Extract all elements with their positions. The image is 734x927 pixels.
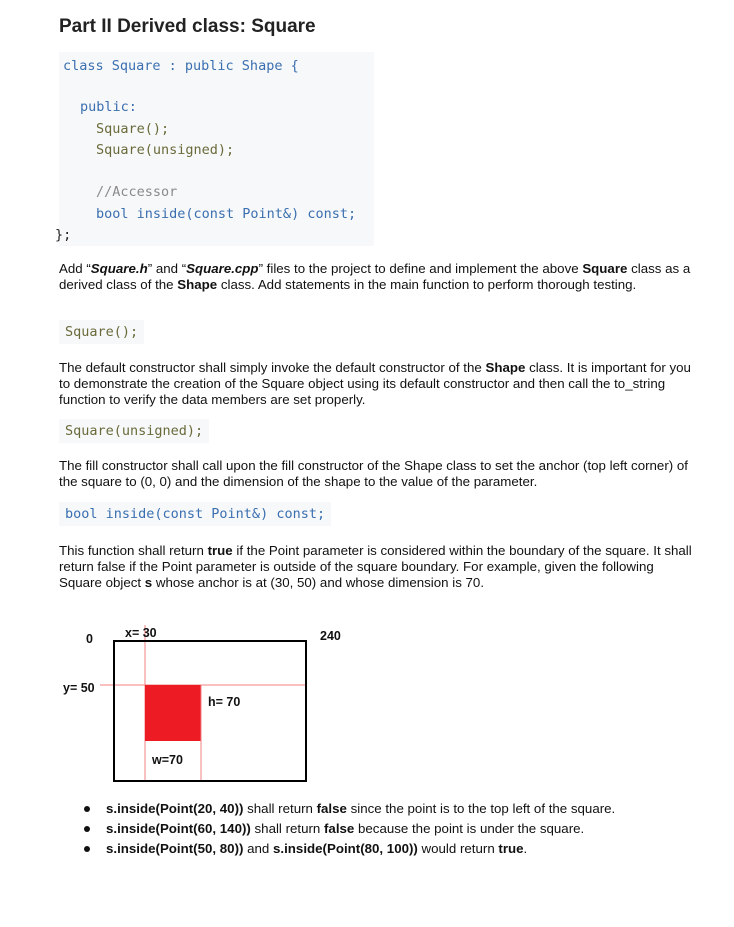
snippet-default-ctor: Square();	[59, 320, 144, 344]
fill-ctor-description: The fill constructor shall call upon the fill constructor of the Shape class to set the anchor (top left corner) of the square to (0, 0) and the dimension of the shape to the value of the parameter.	[59, 458, 688, 489]
list-item: s.inside(Point(60, 140)) shall return false because the point is under the square.	[84, 819, 615, 839]
bullet-dot	[84, 826, 90, 832]
bullet-dot	[84, 846, 90, 852]
code-line-default-ctor: Square();	[96, 121, 170, 137]
canvas-boundary	[114, 641, 306, 781]
y-anchor-label: y= 50	[63, 681, 95, 695]
list-item: s.inside(Point(20, 40)) shall return false since the point is to the top left of the square.	[84, 799, 615, 819]
width-label: w=70	[152, 753, 183, 767]
inside-description: This function shall return true if the Point parameter is considered within the boundary of the square. It shall return false if the Point parameter is outside of the square boundary. For example, given the following Square object s whose anchor is at (30, 50) and whose dimension is 70.	[59, 543, 692, 590]
examples-list	[84, 799, 615, 859]
code-line-close: };	[55, 227, 72, 243]
height-label: h= 70	[208, 695, 241, 709]
code-line-comment: //Accessor	[96, 184, 178, 200]
default-ctor-description: The default constructor shall simply invoke the default constructor of the Shape class. It is important for you to demonstrate the creation of the Square object using its default constructor and then call the to_string function to verify the data members are set properly.	[59, 360, 691, 407]
code-line-class-decl: class Square : public Shape {	[63, 58, 299, 74]
code-line-public: public:	[80, 99, 137, 115]
square-shape	[145, 685, 201, 741]
origin-label: 0	[86, 632, 93, 646]
page-title: Part II Derived class: Square	[59, 16, 316, 37]
max-width-label: 240	[320, 629, 341, 643]
code-line-fill-ctor: Square(unsigned);	[96, 142, 235, 158]
bullet-dot	[84, 806, 90, 812]
code-block	[55, 52, 374, 246]
snippet-inside: bool inside(const Point&) const;	[59, 502, 331, 526]
x-anchor-label: x= 30	[125, 626, 157, 640]
intro-paragraph: Add “Square.h” and “Square.cpp” files to the project to define and implement the above Square class as a derived class of the Shape class. Add statements in the main function to perform thorough testing.	[59, 261, 691, 292]
code-line-inside: bool inside(const Point&) const;	[96, 206, 357, 222]
list-item: s.inside(Point(50, 80)) and s.inside(Point(80, 100)) would return true.	[84, 839, 615, 859]
snippet-fill-ctor: Square(unsigned);	[59, 419, 209, 443]
